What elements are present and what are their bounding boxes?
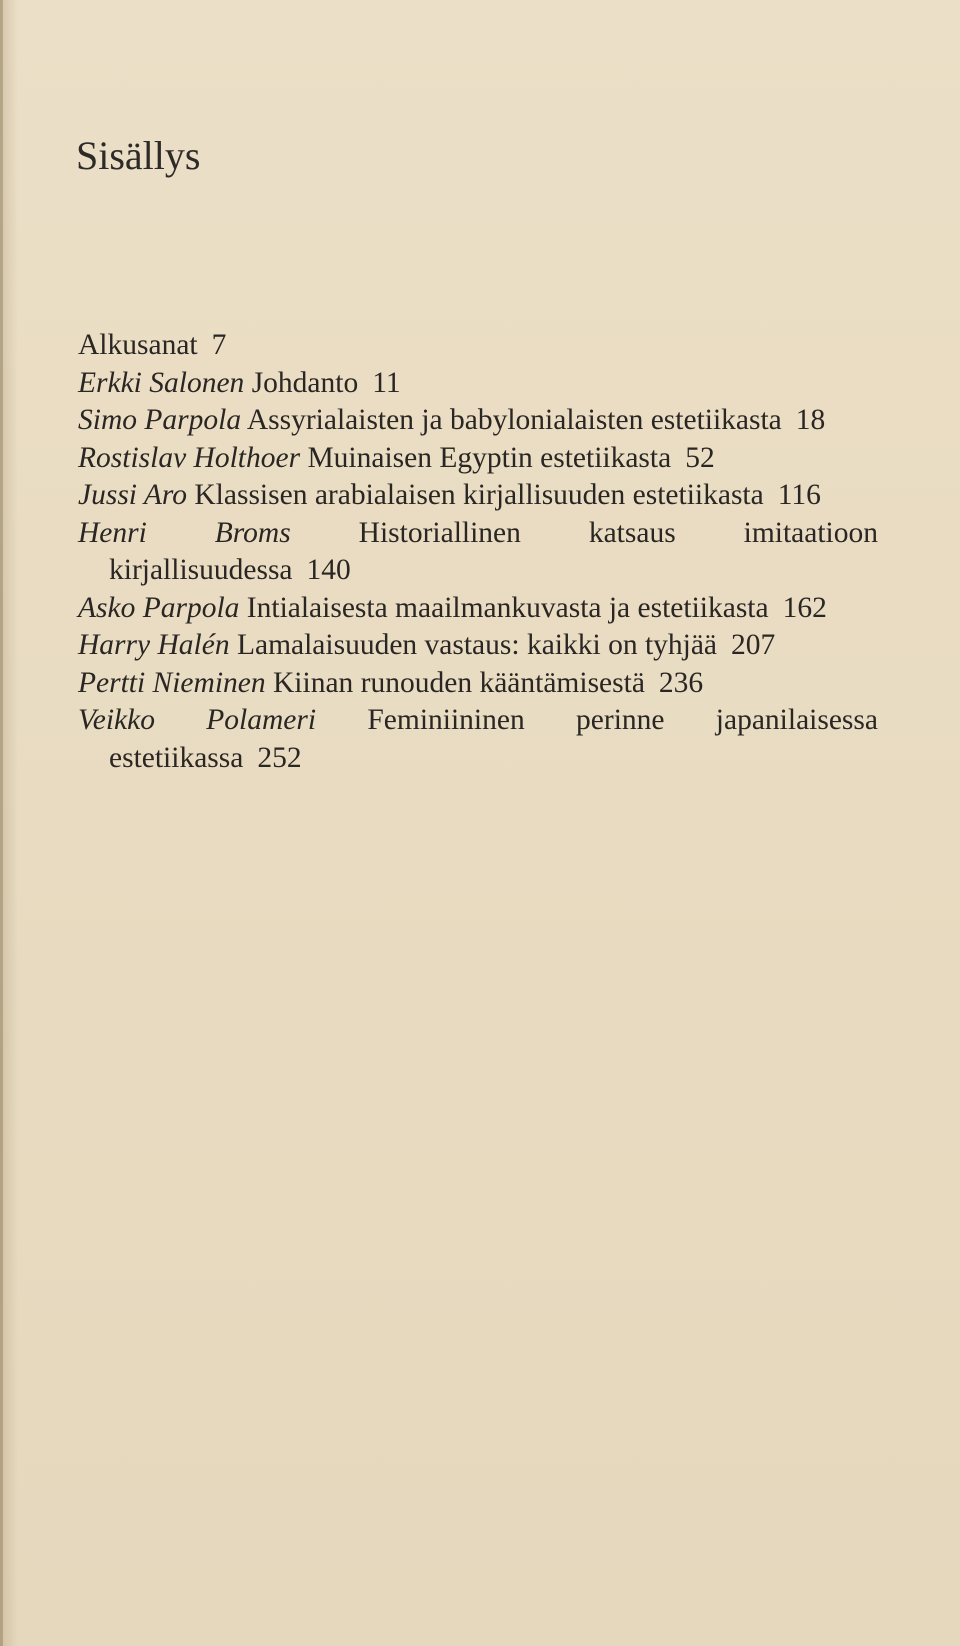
entry-author: Simo Parpola	[78, 404, 242, 436]
entry-page-number: 162	[782, 591, 827, 624]
entry-page-number: 140	[306, 554, 351, 586]
entry-page-number: 11	[372, 366, 401, 399]
toc-entry	[78, 477, 878, 515]
entry-author: Henri Broms	[78, 516, 291, 549]
entry-author: Pertti Nieminen	[78, 666, 266, 699]
toc-entry	[78, 365, 878, 403]
toc-entry	[78, 515, 878, 590]
toc-entry	[78, 590, 878, 628]
entry-author: Harry Halén	[78, 629, 230, 661]
entry-author: Erkki Salonen	[78, 366, 245, 399]
entry-page-number: 7	[211, 329, 227, 361]
entry-page-number: 52	[685, 441, 715, 474]
entry-title: Muinaisen Egyptin estetiikasta	[307, 441, 672, 474]
entry-title: Kiinan runouden kääntämisestä	[273, 666, 645, 699]
page-edge-shadow	[0, 0, 3, 1646]
entry-author: Rostislav Holthoer	[78, 441, 301, 474]
toc-entry	[78, 627, 878, 665]
entry-author: Jussi Aro	[78, 479, 187, 511]
entry-title: Johdanto	[251, 366, 359, 399]
entry-page-number: 236	[658, 666, 704, 699]
entry-page-number: 18	[795, 404, 826, 436]
toc-entry	[78, 702, 878, 777]
entry-title: Feminiininen perinne japanilaisessa estetiikassa	[109, 704, 878, 774]
entry-title: Assyrialaisten ja babylonialaisten estetiikasta	[246, 404, 782, 436]
entry-page-number: 252	[257, 741, 302, 774]
toc-entry-foreword	[78, 327, 878, 365]
toc-entry	[78, 440, 878, 478]
entry-title: Intialaisesta maailmankuvasta ja estetiikasta	[246, 591, 769, 624]
entry-title: Klassisen arabialaisen kirjallisuuden estetiikasta	[194, 479, 764, 511]
entry-page-number: 116	[777, 479, 821, 511]
entry-page-number: 207	[731, 629, 776, 661]
toc-entry	[78, 665, 878, 703]
page-title: Sisällys	[76, 133, 201, 178]
entry-author: Veikko Polameri	[78, 704, 317, 736]
entry-title: Alkusanat	[78, 329, 198, 361]
entry-title: Historiallinen katsaus imitaatioon kirjallisuudessa	[109, 516, 878, 586]
toc-entry	[78, 402, 878, 440]
entry-title: Lamalaisuuden vastaus: kaikki on tyhjää	[236, 629, 718, 661]
entry-author: Asko Parpola	[78, 591, 240, 624]
table-of-contents	[78, 327, 878, 777]
